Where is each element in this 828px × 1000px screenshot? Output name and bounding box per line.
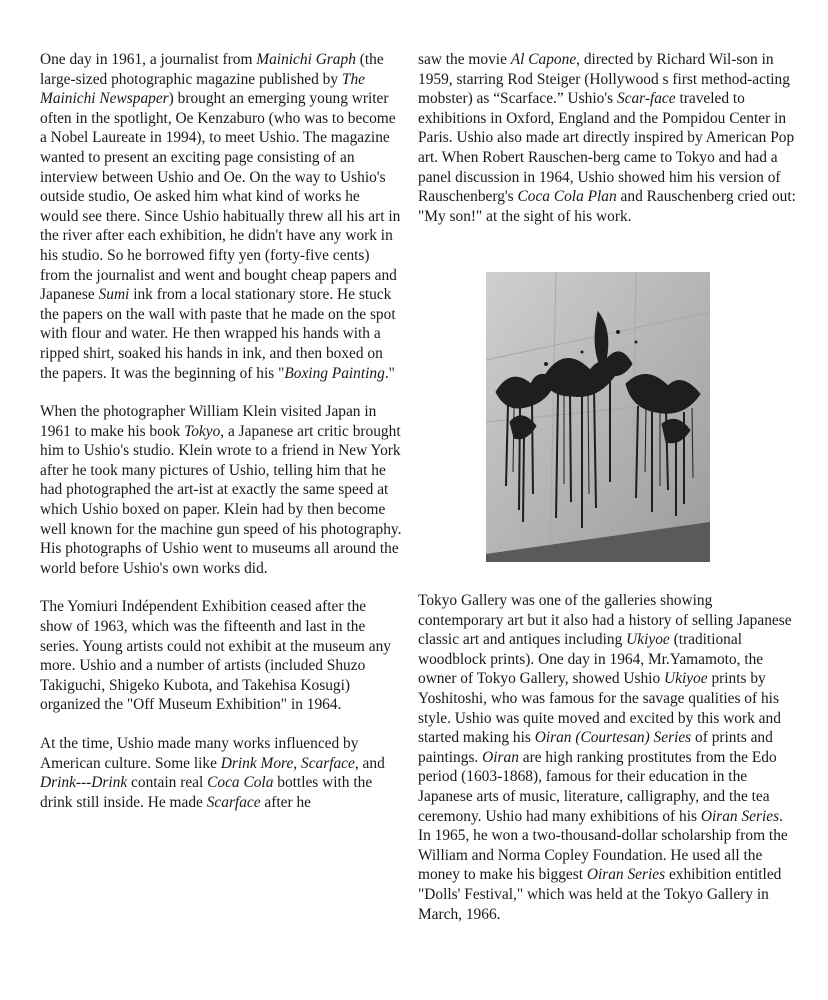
right-column-bottom <box>418 591 796 943</box>
boxing-painting-photo-icon <box>486 272 710 562</box>
paragraph-yomiuri-exhibition: The Yomiuri Indépendent Exhibition ceased after the show of 1963, which was the fifteenth and last in the series. Young artists could not exhibit at the museum any more. Ushio and a number of artists (included Shuzo Takiguchi, Shigeko Kubota, and Takehisa Kosugi) organized the "Off Museum Exhibition" in 1964. <box>40 598 391 714</box>
paragraph-american-culture: At the time, Ushio made many works influenced by American culture. Some like Drink More, Scarface, and Drink---Drink contain real Coca Cola bottles with the drink still inside. He made Scarface after he <box>40 735 385 811</box>
paragraph-mainichi-graph: One day in 1961, a journalist from Mainichi Graph (the large-sized photographic magazine published by The Mainichi Newspaper) brought an emerging young writer often in the spotlight, Oe Kenzaburo (who was to become a Nobel Laureate in 1994), to meet Ushio. The magazine wanted to present an exciting page consisting of an interview between Ushio and Oe. On the way to Ushio's outside studio, Oe asked him what kind of works he would see there. Since Ushio habitually threw all his art in the river after each exhibition, he didn't have any work in his studio. So he borrowed fifty yen (forty-five cents) from the journalist and went and bought cheap papers and Japanese Sumi ink from a local stationary store. He stuck the papers on the wall with paste that he made on the spot with flour and water. He then wrapped his hands with a ripped shirt, soaked his hands in ink, and then boxed on the papers. It was the beginning of his "Boxing Painting." <box>40 51 401 382</box>
left-column <box>40 50 402 831</box>
right-column-top <box>418 50 796 245</box>
paragraph-william-klein: When the photographer William Klein visited Japan in 1961 to make his book Tokyo, a Japanese art critic brought him to Ushio's studio. Klein wrote to a friend in New York after he took many pictures of Ushio, telling him that he had photographed the art-ist at exactly the same speed at which Ushio boxed on paper. Klein had by then become well known for the machine gun speed of his photography. His photographs of Ushio went to museums all around the world before Ushio's own works did. <box>40 403 402 577</box>
paragraph-scarface: saw the movie Al Capone, directed by Richard Wil-son in 1959, starring Rod Steiger (Hollywood s first method-acting mobster) as “Scarface.” Ushio's Scar-face traveled to exhibitions in Oxford, England and the Pompidou Center in Paris. Ushio also made art directly inspired by American Pop art. When Robert Rauschen-berg came to Tokyo and had a panel discussion in 1964, Ushio showed him his version of Rauschenberg's Coca Cola Plan and Rauschenberg cried out: "My son!" at the sight of his work. <box>418 51 796 225</box>
boxing-painting-photo <box>486 272 710 562</box>
paragraph-tokyo-gallery: Tokyo Gallery was one of the galleries showing contemporary art but it also had a history of selling Japanese classic art and antiques including Ukiyoe (traditional woodblock prints). One day in 1964, Mr.Yamamoto, the owner of Tokyo Gallery, showed Ushio Ukiyoe prints by Yoshitoshi, who was famous for the savage qualities of his style. Ushio was quite moved and excited by this work and started making his Oiran (Courtesan) Series of prints and paintings. Oiran are high ranking prostitutes from the Edo period (1603-1868), famous for their education in the Japanese arts of music, literature, calligraphy, and the tea ceremony. Ushio had many exhibitions of his Oiran Series. In 1965, he won a two-thousand-dollar scholarship from the William and Norma Copley Foundation. He used all the money to make his biggest Oiran Series exhibition entitled "Dolls' Festival," which was held at the Tokyo Gallery in March, 1966. <box>418 592 792 923</box>
